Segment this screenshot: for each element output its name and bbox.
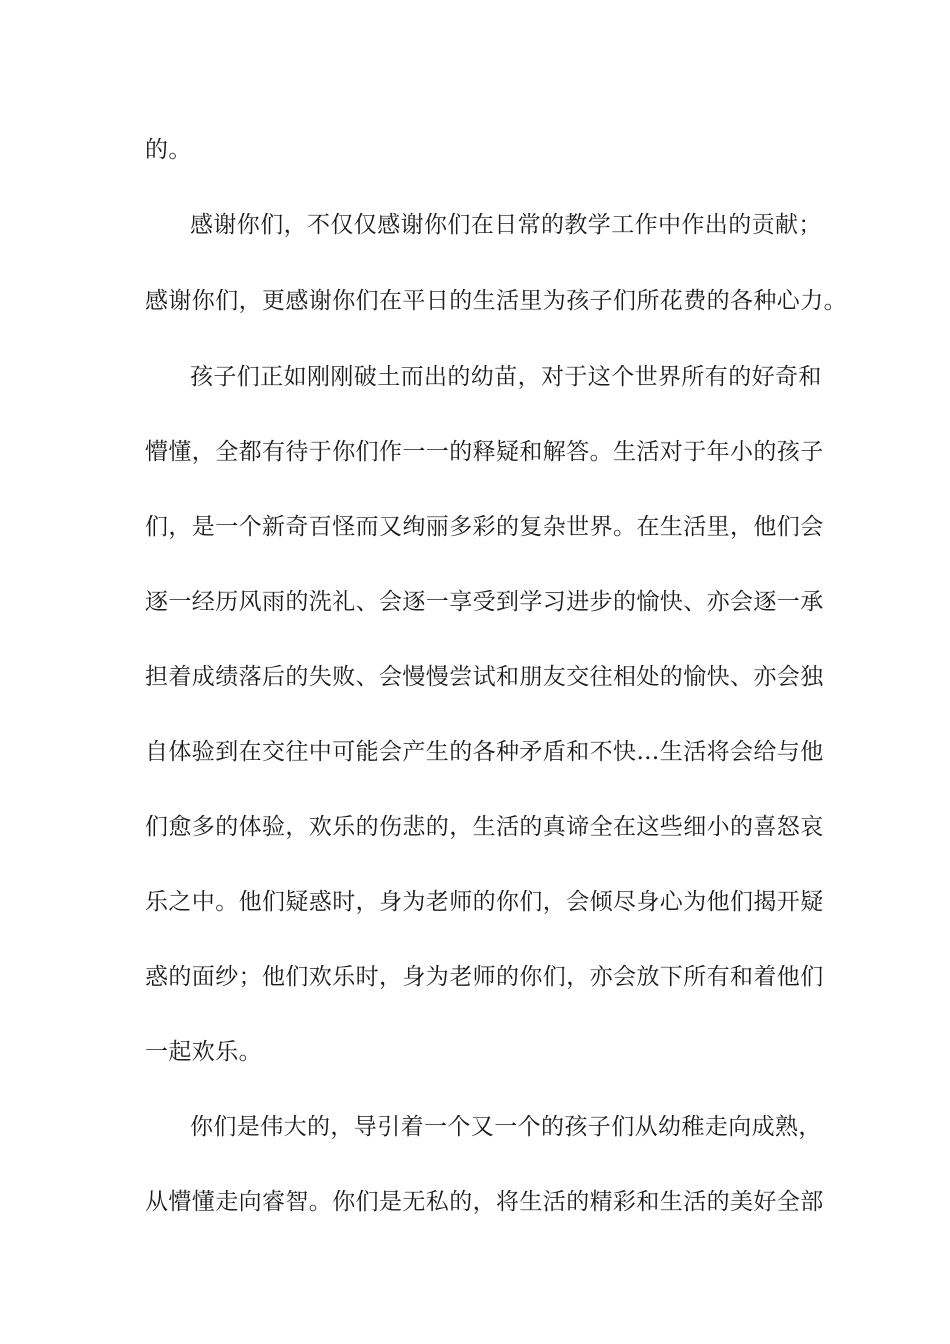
paragraph-start-line: 感谢你们，不仅仅感谢你们在日常的教学工作中作出的贡献； <box>190 212 822 238</box>
text-line: 从懵懂走向睿智。你们是无私的，将生活的精彩和生活的美好全部 <box>145 1189 824 1215</box>
text-line: 惑的面纱；他们欢乐时，身为老师的你们，亦会放下所有和着他们 <box>145 964 824 990</box>
paragraph-start-line: 孩子们正如刚刚破土而出的幼苗，对于这个世界所有的好奇和 <box>190 364 822 390</box>
text-line: 感谢你们，更感谢你们在平日的生活里为孩子们所花费的各种心力。 <box>145 288 847 314</box>
text-line: 一起欢乐。 <box>145 1039 262 1065</box>
text-line: 们愈多的体验，欢乐的伤悲的，生活的真谛全在这些细小的喜怒哀 <box>145 814 824 840</box>
text-line: 们，是一个新奇百怪而又绚丽多彩的复杂世界。在生活里，他们会 <box>145 514 824 540</box>
text-line: 的。 <box>145 137 192 163</box>
text-line: 懵懂，全都有待于你们作一一的释疑和解答。生活对于年小的孩子 <box>145 439 824 465</box>
paragraph-start-line: 你们是伟大的，导引着一个又一个的孩子们从幼稚走向成熟， <box>190 1114 822 1140</box>
text-line: 自体验到在交往中可能会产生的各种矛盾和不快…生活将会给与他 <box>145 739 824 765</box>
text-line: 担着成绩落后的失败、会慢慢尝试和朋友交往相处的愉快、亦会独 <box>145 664 824 690</box>
text-line: 乐之中。他们疑惑时，身为老师的你们，会倾尽身心为他们揭开疑 <box>145 889 824 915</box>
text-line: 逐一经历风雨的洗礼、会逐一享受到学习进步的愉快、亦会逐一承 <box>145 589 824 615</box>
